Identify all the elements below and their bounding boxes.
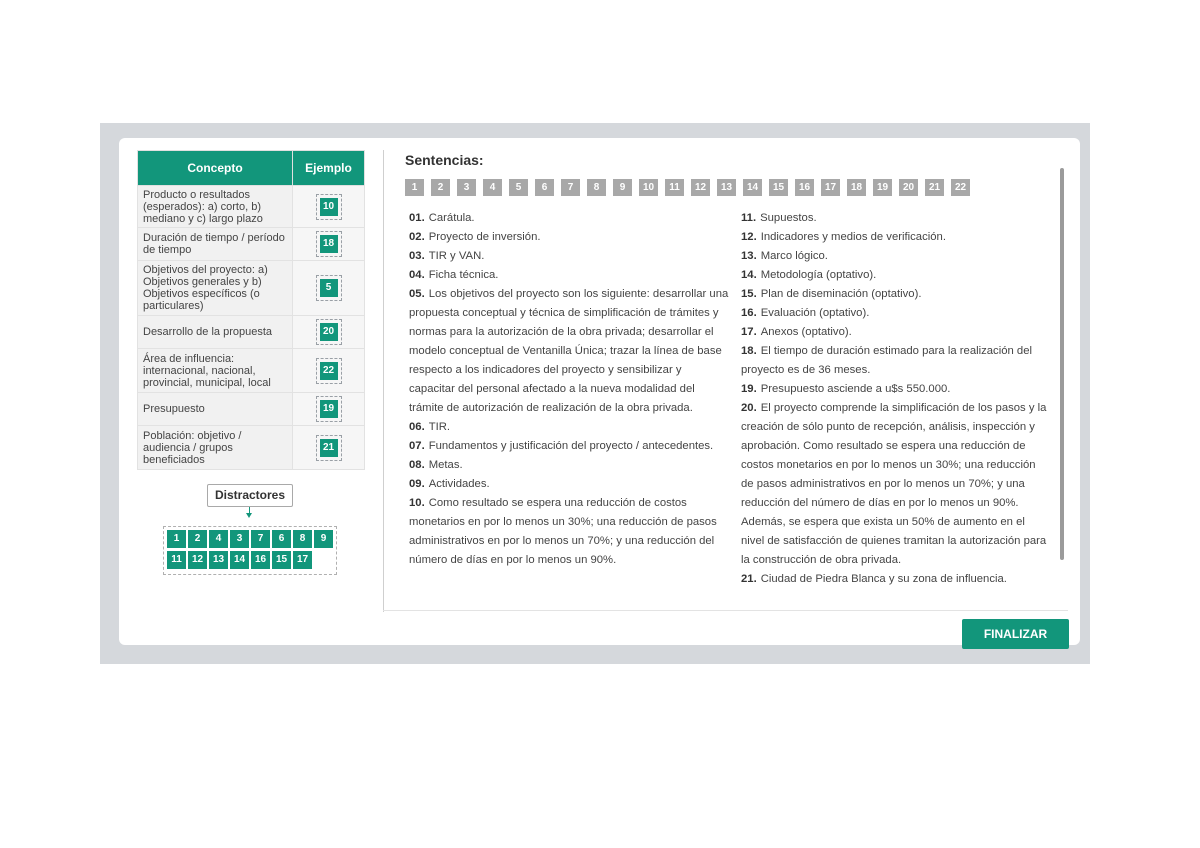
sentence-number: 06. <box>409 421 425 433</box>
sentence-text: Metodología (optativo). <box>760 269 877 281</box>
sentence-number-chip[interactable]: 11 <box>665 179 684 196</box>
concept-text: Presupuesto <box>138 393 293 426</box>
drop-slot[interactable] <box>316 358 342 384</box>
example-dropzone[interactable] <box>293 426 365 470</box>
number-chip[interactable]: 5 <box>320 279 338 297</box>
drop-slot[interactable] <box>316 231 342 257</box>
sentence-text: Como resultado se espera una reducción de costos monetarios en por lo menos un 30%; una reducción de pasos administrativos en por lo menos un 70%; y una reducción del número de días en por lo menos un 90%. <box>409 497 717 566</box>
distractor-chip[interactable]: 3 <box>230 530 249 548</box>
sentence-text: Fundamentos y justificación del proyecto / antecedentes. <box>428 440 714 452</box>
sentence-number-chip[interactable]: 15 <box>769 179 788 196</box>
distractors-label: Distractores <box>207 484 293 507</box>
sentences-column-left <box>405 209 737 589</box>
sentence-number: 07. <box>409 440 425 452</box>
sentence-number-chip[interactable]: 1 <box>405 179 424 196</box>
sentence-number-chip[interactable]: 7 <box>561 179 580 196</box>
sentence-item <box>409 494 729 570</box>
sentences-column-right <box>737 209 1055 589</box>
distractor-chip[interactable]: 6 <box>272 530 291 548</box>
example-dropzone[interactable] <box>293 393 365 426</box>
sentence-number: 03. <box>409 250 425 262</box>
sentences-scrollbar[interactable] <box>1060 168 1064 560</box>
sentence-number-chip[interactable]: 5 <box>509 179 528 196</box>
sentence-text: Ficha técnica. <box>428 269 499 281</box>
sentence-item <box>409 247 729 266</box>
sentence-item <box>741 266 1047 285</box>
concept-row <box>138 261 365 316</box>
sentence-text: Presupuesto asciende a u$s 550.000. <box>760 383 951 395</box>
sentence-text: Supuestos. <box>760 212 817 224</box>
concept-table <box>137 150 365 470</box>
sentence-item <box>741 399 1047 570</box>
concept-row <box>138 228 365 261</box>
sentence-number: 19. <box>741 383 757 395</box>
sentence-number: 13. <box>741 250 757 262</box>
concept-row <box>138 316 365 349</box>
distractor-chip[interactable]: 7 <box>251 530 270 548</box>
footer-divider <box>383 610 1068 611</box>
number-chip[interactable]: 20 <box>320 323 338 341</box>
concept-row <box>138 426 365 470</box>
distractor-chip[interactable]: 12 <box>188 551 207 569</box>
sentence-item <box>409 475 729 494</box>
sentence-text: Los objetivos del proyecto son los siguiente: desarrollar una propuesta conceptual y técnica de simplificación de trámites y normas para la autorización de la obra privada; desarrollar el modelo conceptual de Ventanilla Única; trazar la línea de base respecto a los indicadores del proyecto y sensibilizar y capacitar del personal afectado a la nueva modalidad del trámite de autorización de realización de la obra privada. <box>409 288 729 414</box>
drop-slot[interactable] <box>316 435 342 461</box>
sentence-item <box>409 456 729 475</box>
drop-slot[interactable] <box>316 194 342 220</box>
activity-card <box>119 138 1080 645</box>
distractor-chip[interactable]: 13 <box>209 551 228 569</box>
sentence-item <box>409 285 729 418</box>
sentence-number: 09. <box>409 478 425 490</box>
sentence-number-chip[interactable]: 8 <box>587 179 606 196</box>
sentence-number: 12. <box>741 231 757 243</box>
sentence-number: 10. <box>409 497 425 509</box>
sentence-number: 14. <box>741 269 757 281</box>
sentence-text: Proyecto de inversión. <box>428 231 541 243</box>
sentence-number: 11. <box>741 212 757 224</box>
concept-row <box>138 186 365 228</box>
matching-panel <box>137 150 365 598</box>
sentence-text: TIR. <box>428 421 451 433</box>
number-chip[interactable]: 22 <box>320 362 338 380</box>
sentence-item <box>741 304 1047 323</box>
sentence-number-chip[interactable]: 10 <box>639 179 658 196</box>
distractor-chip[interactable]: 1 <box>167 530 186 548</box>
sentence-number-chip[interactable]: 14 <box>743 179 762 196</box>
sentence-item <box>741 209 1047 228</box>
concept-text: Duración de tiempo / período de tiempo <box>138 228 293 261</box>
sentence-number-chip[interactable]: 9 <box>613 179 632 196</box>
concept-text: Área de influencia: internacional, nacional, provincial, municipal, local <box>138 349 293 393</box>
number-chip[interactable]: 21 <box>320 439 338 457</box>
sentence-text: Indicadores y medios de verificación. <box>760 231 946 243</box>
sentence-item <box>409 209 729 228</box>
sentence-number: 18. <box>741 345 757 357</box>
example-dropzone[interactable] <box>293 316 365 349</box>
sentence-number: 17. <box>741 326 757 338</box>
activity-frame <box>100 123 1090 664</box>
distractor-chip[interactable]: 8 <box>293 530 312 548</box>
panel-divider <box>383 150 384 612</box>
sentence-item <box>409 437 729 456</box>
sentence-text: Metas. <box>428 459 463 471</box>
sentence-number-chip[interactable]: 18 <box>847 179 866 196</box>
sentence-item <box>741 570 1047 589</box>
sentence-number-chip[interactable]: 13 <box>717 179 736 196</box>
sentence-item <box>409 418 729 437</box>
sentence-item <box>741 247 1047 266</box>
sentence-number: 20. <box>741 402 757 414</box>
distractor-chip[interactable]: 14 <box>230 551 249 569</box>
distractor-chip[interactable]: 4 <box>209 530 228 548</box>
sentence-text: El proyecto comprende la simplificación de los pasos y la creación de sólo punto de recepción, análisis, inspección y aprobación. Como resultado se espera una reducción de costos monetarios en por lo menos un 30%; una reducción de pasos administrativos en por lo menos un 70%; y una reducción del número de días en por lo menos un 90%. Además, se espera que exista un 50% de aumento en el nivel de satisfacción de quienes tramitan la autorización para la construcción de obra privada. <box>741 402 1047 566</box>
sentence-text: TIR y VAN. <box>428 250 485 262</box>
sentence-text: El tiempo de duración estimado para la realización del proyecto es de 36 meses. <box>741 345 1032 376</box>
sentence-item <box>741 285 1047 304</box>
sentence-number: 08. <box>409 459 425 471</box>
example-dropzone[interactable] <box>293 228 365 261</box>
example-header: Ejemplo <box>293 151 365 186</box>
distractor-chip[interactable]: 16 <box>251 551 270 569</box>
sentence-number-chip[interactable]: 3 <box>457 179 476 196</box>
sentence-item <box>409 228 729 247</box>
concept-text: Objetivos del proyecto: a) Objetivos generales y b) Objetivos específicos (o particulares) <box>138 261 293 316</box>
sentence-number: 02. <box>409 231 425 243</box>
sentence-number-chip[interactable]: 6 <box>535 179 554 196</box>
example-dropzone[interactable] <box>293 261 365 316</box>
sentence-number: 05. <box>409 288 425 300</box>
sentence-text: Carátula. <box>428 212 475 224</box>
sentences-title: Sentencias: <box>405 152 484 168</box>
example-dropzone[interactable] <box>293 186 365 228</box>
sentence-text: Plan de diseminación (optativo). <box>760 288 922 300</box>
sentence-number-chip[interactable]: 12 <box>691 179 710 196</box>
sentence-text: Actividades. <box>428 478 490 490</box>
sentence-number-chip[interactable]: 19 <box>873 179 892 196</box>
distractor-chip[interactable]: 9 <box>314 530 333 548</box>
concept-row <box>138 349 365 393</box>
sentence-text: Anexos (optativo). <box>760 326 852 338</box>
drop-slot[interactable] <box>316 319 342 345</box>
drop-slot[interactable] <box>316 396 342 422</box>
distractor-chip[interactable]: 17 <box>293 551 312 569</box>
distractor-chip[interactable]: 15 <box>272 551 291 569</box>
sentence-text: Ciudad de Piedra Blanca y su zona de influencia. <box>760 573 1007 585</box>
number-chip[interactable]: 19 <box>320 400 338 418</box>
concept-text: Desarrollo de la propuesta <box>138 316 293 349</box>
sentence-number: 21. <box>741 573 757 585</box>
arrow-down-icon <box>246 513 252 518</box>
sentence-number-bank <box>405 179 1065 196</box>
example-dropzone[interactable] <box>293 349 365 393</box>
sentence-number: 01. <box>409 212 425 224</box>
drop-slot[interactable] <box>316 275 342 301</box>
distractor-chip[interactable]: 2 <box>188 530 207 548</box>
sentence-number-chip[interactable]: 4 <box>483 179 502 196</box>
distractors-area <box>137 484 365 584</box>
sentence-number-chip[interactable]: 20 <box>899 179 918 196</box>
sentence-text: Marco lógico. <box>760 250 828 262</box>
concept-text: Producto o resultados (esperados): a) corto, b) mediano y c) largo plazo <box>138 186 293 228</box>
sentence-number: 16. <box>741 307 757 319</box>
number-chip[interactable]: 18 <box>320 235 338 253</box>
finish-button[interactable]: FINALIZAR <box>962 619 1069 649</box>
sentence-item <box>409 266 729 285</box>
number-chip[interactable]: 10 <box>320 198 338 216</box>
sentence-number: 15. <box>741 288 757 300</box>
concept-header: Concepto <box>138 151 293 186</box>
concept-row <box>138 393 365 426</box>
sentence-item <box>741 380 1047 399</box>
sentence-number-chip[interactable]: 16 <box>795 179 814 196</box>
sentence-number-chip[interactable]: 2 <box>431 179 450 196</box>
sentences-panel <box>405 152 1065 610</box>
sentence-text: Evaluación (optativo). <box>760 307 870 319</box>
distractors-dropzone[interactable] <box>163 526 337 575</box>
sentence-item <box>741 228 1047 247</box>
sentence-item <box>741 323 1047 342</box>
concept-text: Población: objetivo / audiencia / grupos beneficiados <box>138 426 293 470</box>
distractor-chip[interactable]: 11 <box>167 551 186 569</box>
sentence-number-chip[interactable]: 22 <box>951 179 970 196</box>
sentence-number-chip[interactable]: 21 <box>925 179 944 196</box>
sentence-number-chip[interactable]: 17 <box>821 179 840 196</box>
sentence-number: 04. <box>409 269 425 281</box>
sentence-item <box>741 342 1047 380</box>
